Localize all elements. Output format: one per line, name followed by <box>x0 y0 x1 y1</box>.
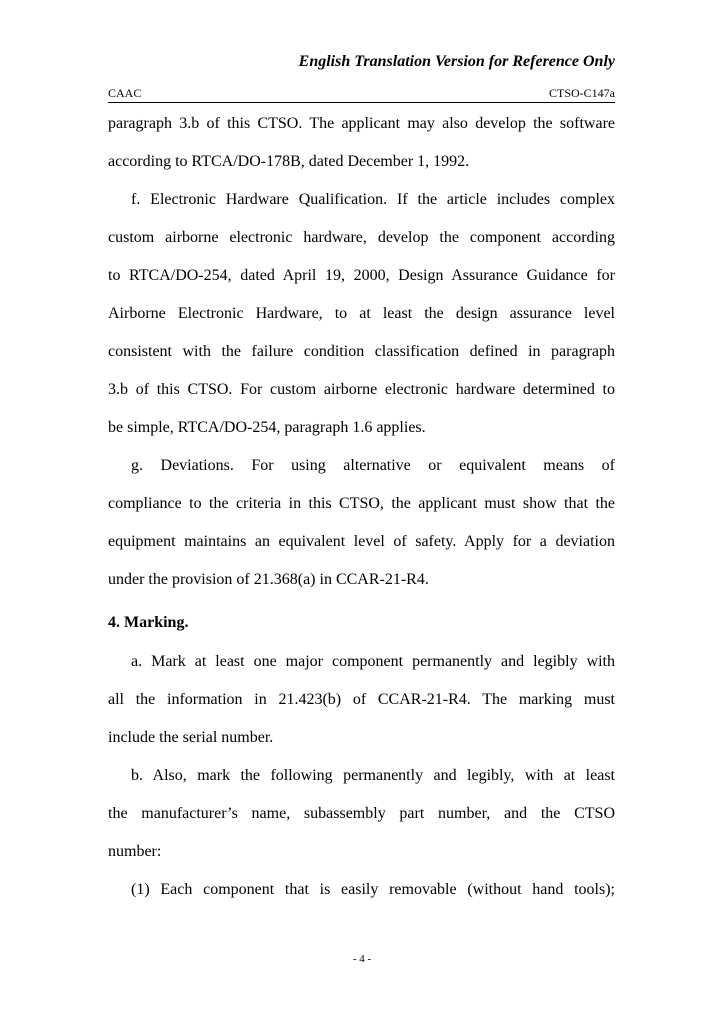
text-line: consistent with the failure condition classification defined in paragraph <box>108 343 615 360</box>
section-heading-marking: 4. Marking. <box>108 614 189 631</box>
text-line: the manufacturer’s name, subassembly part number, and the CTSO <box>108 805 615 822</box>
paragraph-f-heading-line: f. Electronic Hardware Qualification. If the article includes complex <box>131 191 615 208</box>
translation-notice: English Translation Version for Reference Only <box>298 53 615 70</box>
text-line: paragraph 3.b of this CTSO. The applicant may also develop the software <box>108 115 615 132</box>
text-line: to RTCA/DO-254, dated April 19, 2000, Design Assurance Guidance for <box>108 267 615 284</box>
header-org: CAAC <box>108 86 142 100</box>
text-line: be simple, RTCA/DO-254, paragraph 1.6 applies. <box>108 419 426 436</box>
text-line: according to RTCA/DO-178B, dated December 1, 1992. <box>108 153 470 170</box>
header-doc-id: CTSO-C147a <box>549 86 615 100</box>
text-line: 3.b of this CTSO. For custom airborne electronic hardware determined to <box>108 381 615 398</box>
page-header <box>108 86 615 103</box>
item-1-line: (1) Each component that is easily removable (without hand tools); <box>131 881 615 898</box>
paragraph-a-line: a. Mark at least one major component permanently and legibly with <box>131 653 615 670</box>
text-line: include the serial number. <box>108 729 274 746</box>
text-line: equipment maintains an equivalent level of safety. Apply for a deviation <box>108 533 615 550</box>
paragraph-g-heading-line: g. Deviations. For using alternative or equivalent means of <box>131 457 615 474</box>
paragraph-b-line: b. Also, mark the following permanently and legibly, with at least <box>131 767 615 784</box>
text-line: number: <box>108 843 162 860</box>
page-number: - 4 - <box>352 953 372 965</box>
text-line: Airborne Electronic Hardware, to at least the design assurance level <box>108 305 615 322</box>
text-line: custom airborne electronic hardware, develop the component according <box>108 229 615 246</box>
text-line: under the provision of 21.368(a) in CCAR-21-R4. <box>108 571 429 588</box>
text-line: compliance to the criteria in this CTSO, the applicant must show that the <box>108 495 615 512</box>
text-line: all the information in 21.423(b) of CCAR-21-R4. The marking must <box>108 691 615 708</box>
